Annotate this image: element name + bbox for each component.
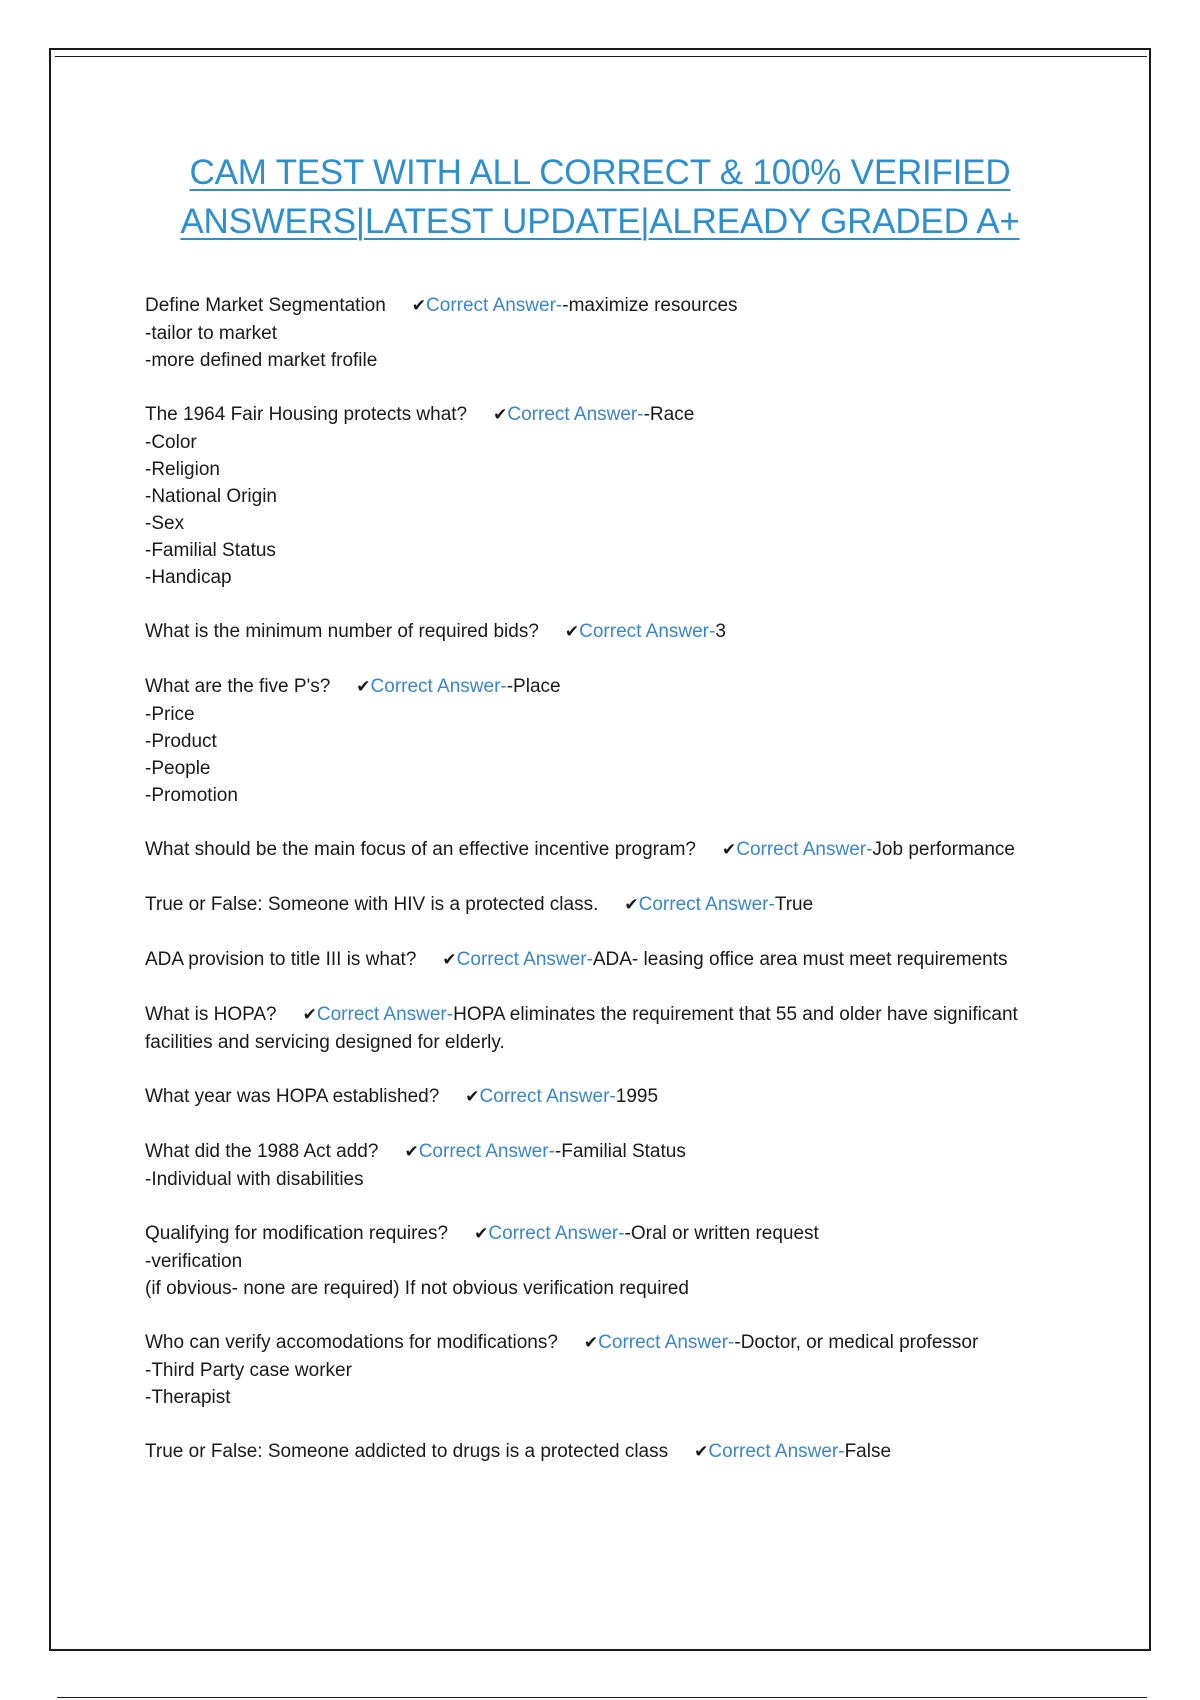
qa-first-line [145,1138,1075,1166]
answer-separator: - [768,894,775,915]
answer-separator: - [618,1223,625,1244]
answer-separator: - [637,404,644,425]
answer-text: Job performance [872,839,1015,860]
question-text: Who can verify accomodations for modifications? [145,1332,558,1353]
answer-text: HOPA eliminates the requirement that 55 and older have significant facilities and servicing designed for elderly. [145,1004,1018,1053]
answer-separator: - [500,676,507,697]
qa-item [145,1438,1075,1466]
answer-continuation-line: -Therapist [145,1387,231,1408]
page-border-inner-rule [55,56,1147,57]
question-text: What is HOPA? [145,1004,277,1025]
answer-continuation-line: -Color [145,432,197,453]
answer-separator: - [555,295,563,316]
answer-continuation-line: -tailor to market [145,323,277,344]
title-line-1: CAM TEST WITH ALL CORRECT & 100% VERIFIED [189,153,1011,192]
correct-answer-label: Correct Answer [426,295,556,316]
checkmark-icon: ✔ [583,1333,599,1353]
checkmark-icon: ✔ [493,405,508,425]
checkmark-icon: ✔ [564,622,580,642]
answer-separator: - [586,949,593,970]
checkmark-icon: ✔ [721,840,737,860]
answer-separator: - [548,1141,555,1162]
answer-text: -Oral or written request [624,1223,819,1244]
checkmark-icon: ✔ [411,296,427,316]
qa-first-line [145,836,1075,864]
answer-continuation-line: -Promotion [145,785,238,806]
answer-continuation-line: -verification [145,1251,243,1272]
answer-separator: - [446,1004,454,1025]
qa-first-line [145,1001,1075,1056]
qa-item [145,1329,1075,1411]
qa-first-line [145,891,1075,919]
qa-item [145,836,1075,864]
correct-answer-label: Correct Answer [638,894,769,915]
question-text: What year was HOPA established? [145,1086,440,1107]
answer-continuation-line: -Sex [145,513,185,534]
answer-separator: - [609,1086,616,1107]
checkmark-icon: ✔ [624,895,639,915]
correct-answer-label: Correct Answer [579,621,710,642]
answer-text: 1995 [615,1086,659,1107]
correct-answer-label: Correct Answer [456,949,587,970]
question-text: Define Market Segmentation [145,295,386,316]
qa-first-line [145,673,1075,701]
answer-continuation-line: -Familial Status [145,540,276,561]
answer-text: -Doctor, or medical professor [734,1332,979,1353]
title-line-2: ANSWERS|LATEST UPDATE|ALREADY GRADED A+ [180,202,1020,241]
answer-text: -Race [643,404,695,425]
answer-separator: - [709,621,716,642]
qa-item [145,292,1075,374]
qa-item [145,946,1075,974]
qa-item [145,618,1075,646]
question-text: What is the minimum number of required bids? [145,621,539,642]
qa-first-line [145,1220,1075,1248]
question-text: What should be the main focus of an effective incentive program? [145,839,696,860]
qa-first-line [145,292,1075,320]
checkmark-icon: ✔ [465,1087,480,1107]
qa-item [145,1138,1075,1193]
correct-answer-label: Correct Answer [598,1332,729,1353]
qa-first-line [145,946,1075,974]
bottom-rule [57,1697,1147,1698]
qa-list [145,292,1075,1493]
answer-continuation-line: -Individual with disabilities [145,1169,364,1190]
document-title [100,148,1100,246]
qa-item [145,891,1075,919]
answer-text: -maximize resources [562,295,738,316]
question-text: What are the five P's? [145,676,331,697]
qa-first-line [145,401,1075,429]
answer-separator: - [866,839,873,860]
answer-continuation-line: (if obvious- none are required) If not obvious verification required [145,1278,689,1299]
correct-answer-label: Correct Answer [418,1141,549,1162]
correct-answer-label: Correct Answer [736,839,867,860]
correct-answer-label: Correct Answer [316,1004,447,1025]
answer-separator: - [728,1332,735,1353]
answer-continuation-line: -National Origin [145,486,277,507]
qa-first-line [145,1329,1075,1357]
checkmark-icon: ✔ [404,1142,419,1162]
answer-text: False [844,1441,892,1462]
qa-first-line [145,1438,1075,1466]
question-text: What did the 1988 Act add? [145,1141,379,1162]
answer-continuation-line: -Product [145,731,217,752]
qa-first-line [145,618,1075,646]
qa-first-line [145,1083,1075,1111]
question-text: True or False: Someone addicted to drugs is a protected class [145,1441,669,1462]
checkmark-icon: ✔ [442,950,457,970]
answer-continuation-line: -Handicap [145,567,232,588]
answer-text: -Familial Status [554,1141,686,1162]
question-text: ADA provision to title III is what? [145,949,417,970]
question-text: The 1964 Fair Housing protects what? [145,404,468,425]
answer-text: -Place [506,676,561,697]
qa-item [145,401,1075,591]
qa-item [145,673,1075,809]
qa-item [145,1083,1075,1111]
question-text: True or False: Someone with HIV is a protected class. [145,894,599,915]
answer-text: True [774,894,814,915]
correct-answer-label: Correct Answer [507,404,638,425]
answer-separator: - [838,1441,845,1462]
answer-text: 3 [715,621,726,642]
question-text: Qualifying for modification requires? [145,1223,449,1244]
checkmark-icon: ✔ [356,677,371,697]
answer-continuation-line: -Price [145,704,195,725]
checkmark-icon: ✔ [694,1442,709,1462]
answer-continuation-line: -more defined market frofile [145,350,378,371]
correct-answer-label: Correct Answer [488,1223,619,1244]
qa-item [145,1220,1075,1302]
correct-answer-label: Correct Answer [708,1441,839,1462]
answer-continuation-line: -People [145,758,211,779]
checkmark-icon: ✔ [474,1224,489,1244]
correct-answer-label: Correct Answer [370,676,501,697]
answer-continuation-line: -Religion [145,459,220,480]
answer-continuation-line: -Third Party case worker [145,1360,352,1381]
answer-text: ADA- leasing office area must meet requirements [592,949,1008,970]
correct-answer-label: Correct Answer [479,1086,610,1107]
qa-item [145,1001,1075,1056]
checkmark-icon: ✔ [302,1005,317,1025]
